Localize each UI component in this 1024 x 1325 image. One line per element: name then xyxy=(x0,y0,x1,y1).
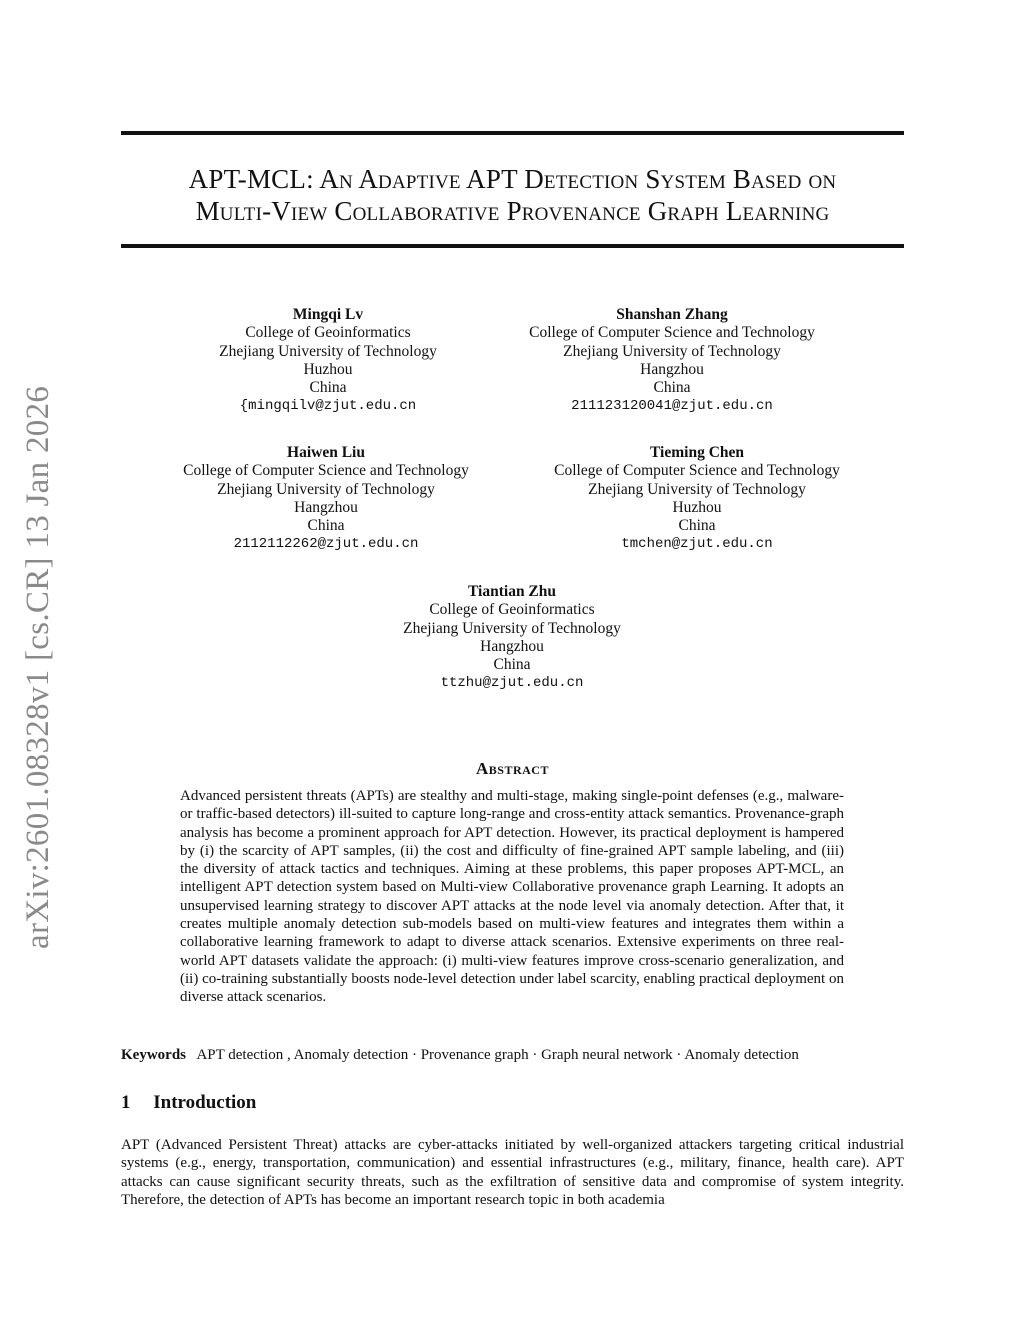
author-city: Huzhou xyxy=(672,498,722,516)
author-city: Huzhou xyxy=(303,360,353,378)
author-email: {mingqilv@zjut.edu.cn xyxy=(239,398,417,415)
arxiv-stamp: arXiv:2601.08328v1 [cs.CR] 13 Jan 2026 xyxy=(20,385,56,950)
author-country: China xyxy=(678,517,716,535)
author-country: China xyxy=(307,517,345,535)
author-name: Mingqi Lv xyxy=(292,306,364,323)
author-dept: College of Geoinformatics xyxy=(429,601,595,619)
abstract-heading xyxy=(121,759,904,779)
keywords xyxy=(121,1046,904,1064)
author-dept: College of Geoinformatics xyxy=(245,324,411,342)
title-bottom-rule xyxy=(121,244,904,248)
author-name: Shanshan Zhang xyxy=(616,306,728,323)
author-email: 211123120041@zjut.edu.cn xyxy=(571,398,773,415)
author-block xyxy=(497,444,897,554)
author-country: China xyxy=(653,379,691,397)
author-dept: College of Computer Science and Technology xyxy=(183,462,469,480)
author-univ: Zhejiang University of Technology xyxy=(563,342,781,360)
author-dept: College of Computer Science and Technology xyxy=(529,324,815,342)
author-univ: Zhejiang University of Technology xyxy=(217,480,435,498)
section-heading xyxy=(121,1092,256,1114)
author-block xyxy=(128,306,528,416)
author-name: Tiantian Zhu xyxy=(467,583,557,600)
author-email: 2112112262@zjut.edu.cn xyxy=(233,536,419,553)
author-email: tmchen@zjut.edu.cn xyxy=(621,536,773,553)
author-block xyxy=(472,306,872,416)
author-city: Hangzhou xyxy=(294,498,358,516)
author-email: ttzhu@zjut.edu.cn xyxy=(440,675,584,692)
author-name: Tieming Chen xyxy=(649,444,745,461)
paper-title-line1: APT-MCL: An Adaptive APT Detection System Based on xyxy=(188,164,837,194)
intro-paragraph: APT (Advanced Persistent Threat) attacks are cyber-attacks initiated by well-organized attackers targeting critical industrial systems (e.g., energy, transportation, communication) and essential infrastructures (e.g., military, finance, health care). APT attacks can cause significant security threats, such as the exfiltration of sensitive data and compromise of system integrity. Therefore, the detection of APTs has become an important research topic in both academia xyxy=(121,1137,904,1208)
author-block xyxy=(312,583,712,693)
author-univ: Zhejiang University of Technology xyxy=(219,342,437,360)
keywords-label: Keywords xyxy=(121,1047,186,1063)
author-country: China xyxy=(493,656,531,674)
title-top-rule xyxy=(121,131,904,135)
abstract-text: Advanced persistent threats (APTs) are stealthy and multi-stage, making single-point defenses (e.g., malware- or traffic-based detectors) ill-suited to capture long-range and cross-entity attack semantics. Provenance-graph analysis has become a prominent approach for APT detection. However, its practical deployment is hampered by (i) the scarcity of APT samples, (ii) the cost and difficulty of fine-grained APT sample labeling, and (iii) the diversity of attack tactics and techniques. Aiming at these problems, this paper proposes APT-MCL, an intelligent APT detection system based on Multi-view Collaborative provenance graph Learning. It adopts an unsupervised learning strategy to discover APT attacks at the node level via anomaly detection. After that, it creates multiple anomaly detection sub-models based on multi-view features and integrates them within a collaborative learning framework to adapt to diverse attack scenarios. Extensive experiments on three real-world APT datasets validate the approach: (i) multi-view features improve cross-scenario generalization, and (ii) co-training substantially boosts node-level detection under label scarcity, enabling practical deployment on diverse attack scenarios. xyxy=(180,788,844,1006)
author-univ: Zhejiang University of Technology xyxy=(403,619,621,637)
abstract-heading-text: Abstract xyxy=(476,759,549,778)
author-block xyxy=(126,444,526,554)
author-country: China xyxy=(309,379,347,397)
author-name: Haiwen Liu xyxy=(287,444,365,461)
author-dept: College of Computer Science and Technology xyxy=(554,462,840,480)
section-number: 1 xyxy=(121,1092,131,1113)
author-city: Hangzhou xyxy=(640,360,704,378)
author-univ: Zhejiang University of Technology xyxy=(588,480,806,498)
keywords-text: APT detection , Anomaly detection · Provenance graph · Graph neural network · Anomaly detection xyxy=(196,1047,799,1063)
paper-title-line2: Multi-View Collaborative Provenance Graph Learning xyxy=(195,196,830,226)
section-title: Introduction xyxy=(153,1092,257,1113)
author-city: Hangzhou xyxy=(480,637,544,655)
